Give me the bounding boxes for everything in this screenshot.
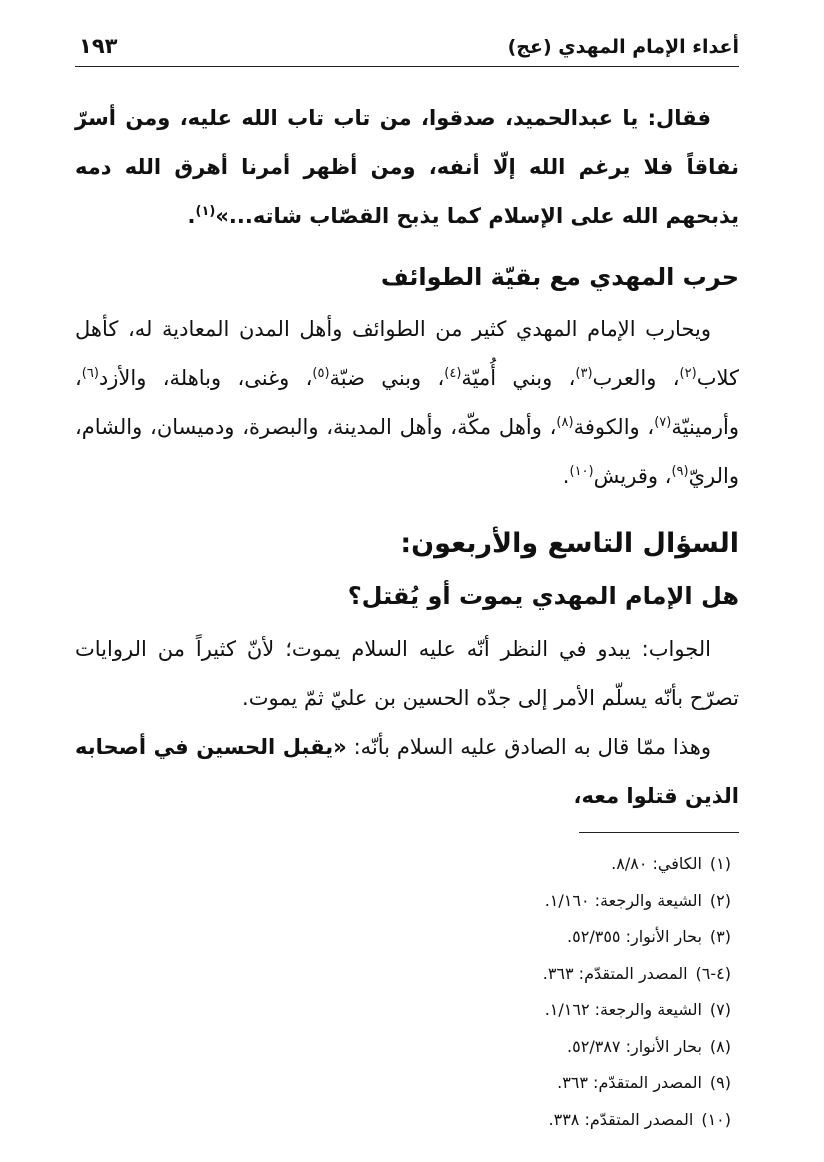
war-paragraph: ويحارب الإمام المهدي كثير من الطوائف وأهل المدن المعادية له، كأهل كلاب$^{(٢)}$، والعرب$^{(٣)}$، وبني أُميّة$^{(٤)}$، وبني ضبّة$^{(٥)}$، وغنى، وباهلة، والأزد$^{(٦)}$، وأرمينيّة$^{(٧)}$، والكوفة$^{(٨)}$، وأهل مكّة، وأهل المدينة، والبصرة، ودميسان، والشام، والريّ$^{(٩)}$، وقريش$^{(١٠)}$.: [75, 317, 739, 488]
footnote-item: [75, 956, 739, 993]
quote-text: فقال: يا عبدالحميد، صدقوا، من تاب تاب الله عليه، ومن أسرّ نفاقاً فلا يرغم الله إلّا أنفه، ومن أظهر أمرنا أهرق الله دمه يذبحهم الله على الإسلام كما يذبح القصّاب شاته...»: [75, 106, 739, 228]
question-title: السؤال التاسع والأربعون:: [400, 528, 739, 559]
footnote-ref: (٣): [575, 366, 593, 381]
continuing-paragraph: وهذا ممّا قال به الصادق عليه السلام بأنّه: «يقبل الحسين في أصحابه الذين قتلوا معه،: [75, 735, 739, 808]
footnote-ref: (٢): [679, 366, 697, 381]
answer-paragraph: الجواب: يبدو في النظر أنّه عليه السلام يموت؛ لأنّ كثيراً من الروايات تصرّح بأنّه يسلّم الأمر إلى جدّه الحسين بن عليّ ثمّ يموت.: [75, 637, 739, 710]
footnote-marker: (٢): [709, 890, 731, 910]
running-title: أعداء الإمام المهدي (عج): [507, 36, 739, 58]
footnote-text: بحار الأنوار: ٥٢/٣٨٧.: [567, 1036, 702, 1056]
footnote-ref: (٧): [654, 415, 672, 430]
question-heading: هل الإمام المهدي يموت أو يُقتل؟: [347, 582, 739, 610]
footnote-ref: (٥): [312, 366, 330, 381]
hadith-quote: «يقبل الحسين في أصحابه الذين قتلوا معه،: [75, 735, 739, 808]
footnote-item: [75, 992, 739, 1029]
footnote-marker: (٤-٦): [695, 963, 731, 983]
footnotes-list: [75, 846, 739, 1138]
footnote-marker: (٩): [709, 1073, 731, 1092]
footnote-text: المصدر المتقدّم: ٣٦٣.: [557, 1073, 702, 1092]
footnote-text: المصدر المتقدّم: ٣٦٣.: [542, 963, 688, 983]
footnote-ref: (٤): [444, 366, 462, 381]
footnote-text: الشيعة والرجعة: ١/١٦٠.: [544, 890, 702, 910]
footnote-ref: (٩): [671, 464, 689, 479]
footnote-item: [75, 919, 739, 956]
footnote-ref: (٦): [81, 366, 99, 381]
footnote-ref: (٨): [556, 415, 574, 430]
footnote-item: [75, 846, 739, 883]
footnote-item: [75, 883, 739, 920]
footnote-item: [75, 1102, 739, 1139]
page-number: ١٩٣: [79, 34, 118, 58]
footnote-text: الشيعة والرجعة: ١/١٦٢.: [544, 1000, 702, 1019]
book-page: [75, 0, 739, 1162]
footnote-item: [75, 1065, 739, 1102]
footnote-marker: (١): [709, 854, 731, 873]
footnote-ref: (١٠): [569, 464, 594, 479]
footnote-separator: [579, 832, 739, 833]
main-text: [75, 94, 739, 821]
footnote-text: الكافي: ٨/٨٠.: [611, 854, 702, 873]
footnote-marker: (٧): [709, 1000, 731, 1019]
footnote-text: بحار الأنوار: ٥٢/٣٥٥.: [567, 927, 702, 946]
footnote-item: [75, 1029, 739, 1066]
section-heading: حرب المهدي مع بقيّة الطوائف: [380, 263, 739, 291]
footnote-marker: (٨): [709, 1036, 731, 1056]
quote-paragraph: فقال: يا عبدالحميد، صدقوا، من تاب تاب الله عليه، ومن أسرّ نفاقاً فلا يرغم الله إلّا أنفه، ومن أظهر أمرنا أهرق الله دمه يذبحهم الله على الإسلام كما يذبح القصّاب شاته...»$^{(١)}$.: [75, 106, 739, 228]
footnote-marker: (٣): [709, 927, 731, 946]
page-header: [75, 30, 739, 67]
footnote-ref: (١): [195, 204, 216, 219]
footnote-marker: (١٠): [701, 1109, 731, 1129]
footnote-text: المصدر المتقدّم: ٣٣٨.: [548, 1109, 694, 1129]
